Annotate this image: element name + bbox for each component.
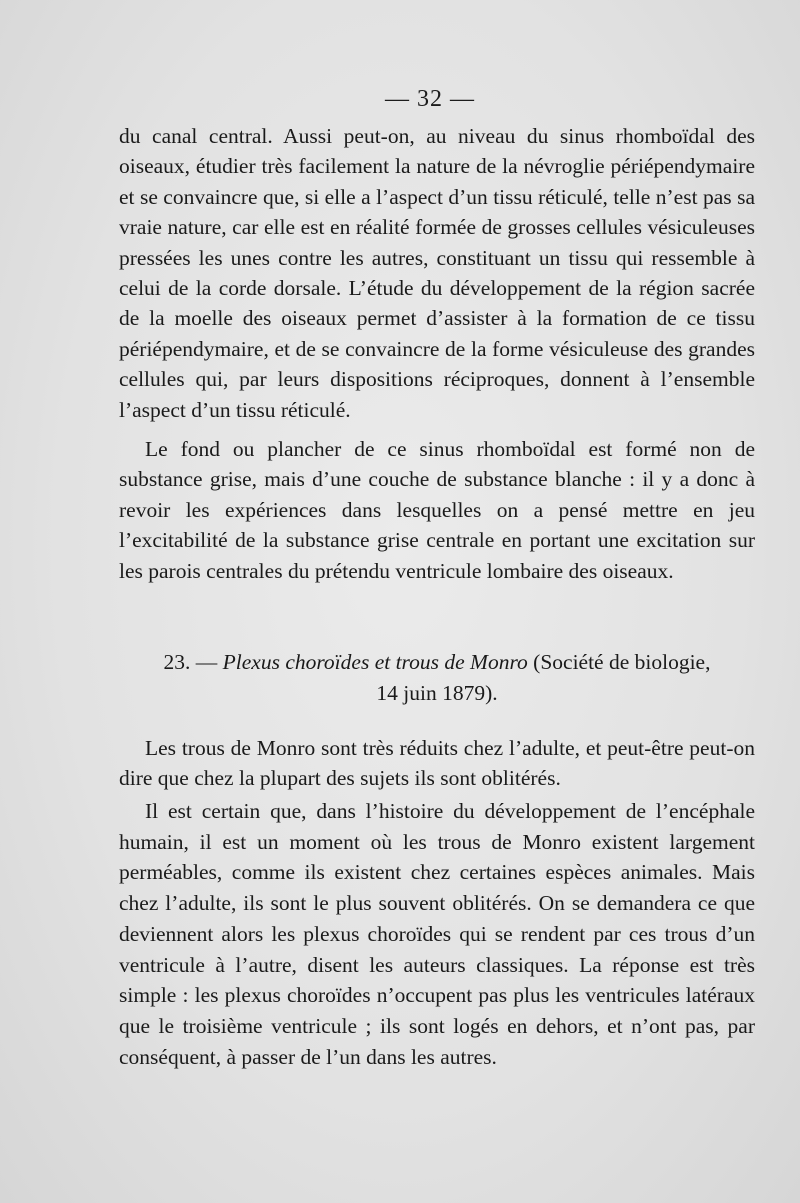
section-number: 23. — — [163, 650, 218, 674]
text-block-continuation — [119, 121, 755, 425]
page-number: — 32 — — [385, 86, 475, 112]
paragraph-monro-development: Il est certain que, dans l’histoire du développement de l’encéphale humain, il est un moment où les trous de Monro existent largement perméables, comme ils existent chez certaines espèces animales. Mais chez l’adulte, ils sont le plus souvent oblitérés. On se demandera ce que deviennent alors les plexus choroïdes qui se rendent par ces trous d’un ventricule à l’autre, disent les auteurs classiques. La réponse est très simple : les plexus choroïdes n’occupent pas plus les ventricules latéraux que le troisième ventricule ; ils sont logés en dehors, et n’ont pas, par conséquent, à passer de l’un dans les autres. — [119, 799, 755, 1069]
text-block-monro-intro — [119, 733, 755, 794]
paragraph-sinus-floor: Le fond ou plancher de ce sinus rhomboïdal est formé non de substance grise, mais d’une couche de substance blanche : il y a donc à revoir les expériences dans lesquelles on a pensé mettre en jeu l’excitabilité de la substance grise centrale en portant une excitation sur les parois centrales du prétendu ventricule lombaire des oiseaux. — [119, 437, 755, 583]
section-title: Plexus choroïdes et trous de Monro — [222, 650, 528, 674]
paragraph-monro-intro: Les trous de Monro sont très réduits chez l’adulte, et peut-être peut-on dire que chez la plupart des sujets ils sont oblitérés. — [119, 736, 755, 791]
text-block-sinus-floor — [119, 434, 755, 586]
section-heading — [119, 647, 755, 709]
text-block-monro-development — [119, 796, 755, 1072]
section-citation: (Société de biologie, — [533, 650, 711, 674]
paragraph-continuation: du canal central. Aussi peut-on, au niveau du sinus rhomboïdal des oiseaux, étudier très facilement la nature de la névroglie périépendymaire et se convaincre que, si elle a l’aspect d’un tissu réticulé, telle n’est pas sa vraie nature, car elle est en réalité formée de grosses cellules vésiculeuses pressées les unes contre les autres, constituant un tissu qui ressemble à celui de la corde dorsale. L’étude du développement de la région sacrée de la moelle des oiseaux permet d’assister à la formation de ce tissu périépendymaire, et de se convaincre de la forme vésiculeuse des grandes cellules qui, par leurs dispositions réciproques, donnent à l’ensemble l’aspect d’un tissu réticulé. — [119, 124, 755, 422]
section-date: 14 juin 1879). — [376, 681, 498, 705]
